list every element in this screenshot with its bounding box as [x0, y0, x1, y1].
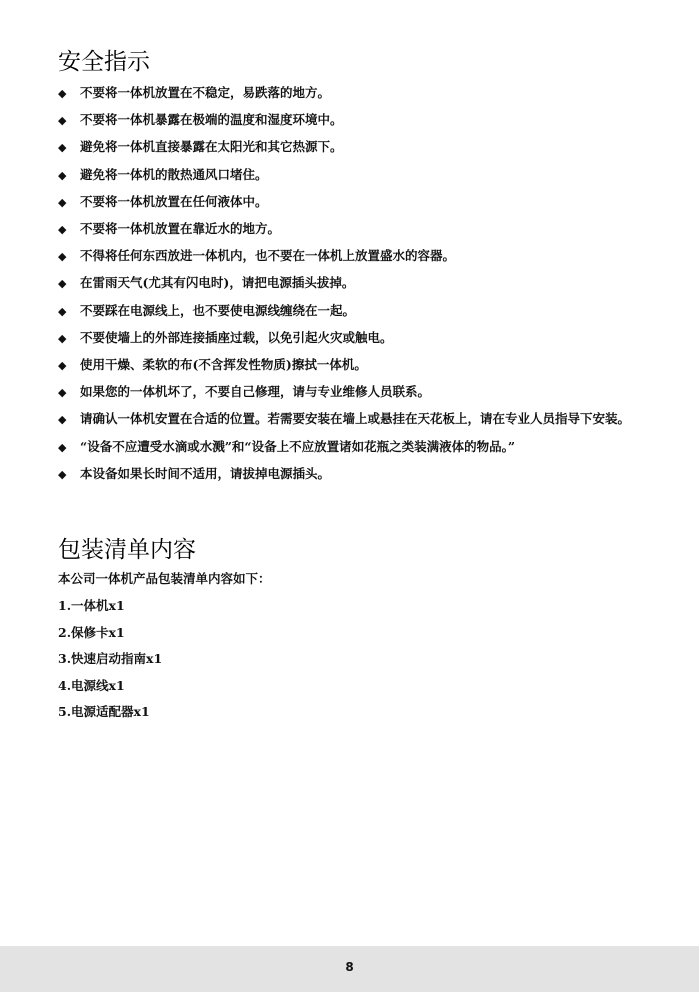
safety-item-text: 不要将一体机放置在靠近水的地方。	[80, 221, 281, 237]
page-footer	[0, 946, 699, 992]
safety-item-text: 不要将一体机暴露在极端的温度和湿度环境中。	[80, 112, 343, 128]
package-heading: 包装清单内容	[58, 537, 196, 563]
safety-item	[58, 461, 648, 488]
diamond-bullet-icon: ◆	[58, 359, 67, 373]
safety-item	[58, 134, 648, 161]
page-number: 8	[345, 960, 354, 974]
package-intro: 本公司一体机产品包装清单内容如下：	[58, 571, 271, 586]
safety-item-text: 不要踩在电源线上，也不要使电源线缠绕在一起。	[80, 302, 356, 318]
diamond-bullet-icon: ◆	[58, 141, 67, 155]
safety-item-text: 如果您的一体机坏了，不要自己修理，请与专业维修人员联系。	[80, 384, 431, 400]
safety-item	[58, 270, 648, 297]
safety-item	[58, 325, 648, 352]
diamond-bullet-icon: ◆	[58, 87, 67, 100]
diamond-bullet-icon: ◆	[58, 114, 67, 128]
safety-item-text: 不要将一体机放置在不稳定，易跌落的地方。	[80, 85, 331, 100]
safety-item	[58, 434, 648, 461]
safety-heading: 安全指示	[58, 49, 150, 75]
safety-item-text: 请确认一体机安置在合适的位置。若需要安装在墙上或悬挂在天花板上，请在专业人员指导下安装。	[80, 411, 631, 427]
diamond-bullet-icon: ◆	[58, 277, 67, 291]
diamond-bullet-icon: ◆	[58, 168, 67, 182]
package-item: 4.电源线x1	[58, 677, 125, 693]
diamond-bullet-icon: ◆	[58, 331, 67, 345]
safety-item-text: 在雷雨天气(尤其有闪电时)，请把电源插头拔掉。	[80, 275, 355, 291]
safety-item	[58, 216, 648, 243]
diamond-bullet-icon: ◆	[58, 467, 67, 481]
diamond-bullet-icon: ◆	[58, 304, 67, 318]
safety-item	[58, 80, 648, 107]
safety-item-text: 本设备如果长时间不适用，请拔掉电源插头。	[80, 465, 331, 481]
diamond-bullet-icon: ◆	[58, 223, 67, 237]
diamond-bullet-icon: ◆	[58, 413, 67, 427]
safety-item-text: 避免将一体机的散热通风口堵住。	[80, 166, 268, 182]
safety-item	[58, 243, 648, 270]
safety-item	[58, 189, 648, 216]
diamond-bullet-icon: ◆	[58, 195, 67, 209]
safety-item-text: 避免将一体机直接暴露在太阳光和其它热源下。	[80, 139, 343, 155]
safety-item	[58, 162, 648, 189]
safety-item	[58, 379, 648, 406]
safety-item-text: 使用干燥、柔软的布(不含挥发性物质)擦拭一体机。	[80, 357, 367, 373]
diamond-bullet-icon: ◆	[58, 386, 67, 400]
package-item: 1.一体机x1	[58, 598, 125, 613]
package-item: 3.快速启动指南x1	[58, 651, 163, 666]
safety-item	[58, 107, 648, 134]
package-item: 5.电源适配器x1	[58, 704, 150, 719]
package-item: 2.保修卡x1	[58, 624, 125, 640]
safety-item	[58, 352, 648, 379]
diamond-bullet-icon: ◆	[58, 440, 67, 454]
diamond-bullet-icon: ◆	[58, 250, 67, 264]
safety-item	[58, 298, 648, 325]
safety-item-text: 不要使墙上的外部连接插座过载，以免引起火灾或触电。	[80, 329, 393, 345]
safety-item-text: 不要将一体机放置在任何液体中。	[80, 193, 268, 209]
safety-item-text: 不得将任何东西放进一体机内，也不要在一体机上放置盛水的容器。	[80, 248, 456, 264]
package-list	[58, 593, 162, 726]
safety-list	[58, 80, 648, 488]
safety-item	[58, 406, 648, 433]
safety-item-text: “设备不应遭受水滴或水溅”和“设备上不应放置诸如花瓶之类装满液体的物品。”	[80, 438, 516, 454]
